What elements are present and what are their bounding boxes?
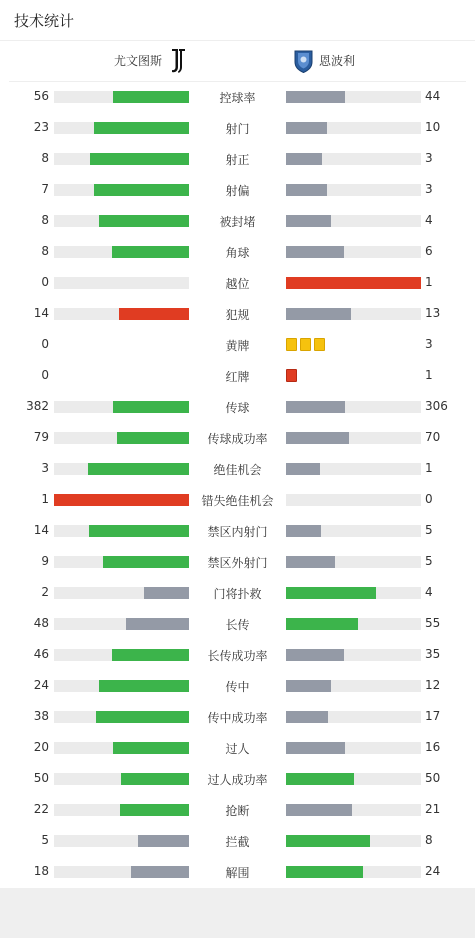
away-bar-track <box>286 463 421 475</box>
home-bar-track <box>54 246 189 258</box>
away-stat-value: 55 <box>425 616 441 630</box>
home-stat-value: 5 <box>41 833 49 847</box>
stat-row <box>0 81 475 112</box>
home-bar-fill <box>54 494 189 506</box>
stat-label: 射偏 <box>225 184 250 198</box>
home-bar-fill <box>99 215 189 227</box>
home-bar-fill <box>88 463 189 475</box>
away-stat-value: 17 <box>425 709 441 723</box>
stat-row <box>0 670 475 701</box>
stat-row <box>0 267 475 298</box>
away-bar-fill <box>286 556 335 568</box>
home-bar-track <box>54 122 189 134</box>
stat-label: 黄牌 <box>225 339 250 353</box>
away-bar-fill <box>286 680 331 692</box>
home-stat-value: 22 <box>33 802 49 816</box>
home-stat-value: 56 <box>33 89 49 103</box>
home-bar-track <box>54 835 189 847</box>
home-bar-fill <box>144 587 189 599</box>
away-stat-value: 5 <box>425 554 433 568</box>
home-stat-value: 48 <box>33 616 49 630</box>
away-bar-fill <box>286 804 352 816</box>
home-stat-value: 20 <box>33 740 49 754</box>
red-card-icon <box>286 369 297 382</box>
away-bar-track <box>286 494 421 506</box>
away-bar-fill <box>286 215 331 227</box>
home-bar-fill <box>121 773 189 785</box>
away-stat-value: 6 <box>425 244 433 258</box>
away-bar-track <box>286 835 421 847</box>
stat-row <box>0 391 475 422</box>
home-stat-value: 2 <box>41 585 49 599</box>
away-bar-fill <box>286 835 370 847</box>
empoli-logo-icon[interactable] <box>294 49 313 73</box>
yellow-card-icon <box>300 338 311 351</box>
stat-row <box>0 608 475 639</box>
away-bar-track <box>286 804 421 816</box>
away-stat-value: 5 <box>425 523 433 537</box>
stat-label: 传球 <box>225 401 250 415</box>
away-bar-track <box>286 587 421 599</box>
away-cards <box>286 369 300 382</box>
stat-label: 过人 <box>225 742 250 756</box>
home-stat-value: 8 <box>41 151 49 165</box>
home-stat-value: 50 <box>33 771 49 785</box>
home-stat-value: 24 <box>33 678 49 692</box>
stat-label: 抢断 <box>225 804 250 818</box>
home-bar-track <box>54 773 189 785</box>
home-bar-track <box>54 308 189 320</box>
home-bar-track <box>54 401 189 413</box>
away-bar-fill <box>286 463 320 475</box>
away-bar-track <box>286 711 421 723</box>
away-bar-fill <box>286 184 327 196</box>
away-bar-fill <box>286 246 344 258</box>
home-bar-fill <box>138 835 189 847</box>
home-stat-value: 14 <box>33 306 49 320</box>
home-stat-value: 46 <box>33 647 49 661</box>
stat-label: 被封堵 <box>219 215 256 229</box>
stat-row <box>0 732 475 763</box>
home-bar-fill <box>89 525 189 537</box>
away-cards <box>286 338 328 351</box>
home-bar-fill <box>117 432 189 444</box>
home-bar-track <box>54 649 189 661</box>
stat-row <box>0 484 475 515</box>
home-bar-track <box>54 680 189 692</box>
home-bar-fill <box>112 246 189 258</box>
away-bar-fill <box>286 122 327 134</box>
away-stat-value: 50 <box>425 771 441 785</box>
away-stat-value: 12 <box>425 678 441 692</box>
home-bar-fill <box>112 649 189 661</box>
away-stat-value: 16 <box>425 740 441 754</box>
home-bar-fill <box>96 711 189 723</box>
away-bar-track <box>286 308 421 320</box>
juventus-logo-icon[interactable] <box>169 48 187 74</box>
away-bar-track <box>286 742 421 754</box>
away-stat-value: 8 <box>425 833 433 847</box>
away-bar-track <box>286 153 421 165</box>
stat-label: 传中成功率 <box>207 711 268 725</box>
home-bar-fill <box>99 680 189 692</box>
stat-label: 错失绝佳机会 <box>201 494 274 508</box>
home-bar-track <box>54 277 189 289</box>
home-bar-fill <box>113 401 189 413</box>
stat-label: 射门 <box>225 122 250 136</box>
away-bar-fill <box>286 525 321 537</box>
away-team-name[interactable]: 恩波利 <box>319 54 356 68</box>
away-stat-value: 35 <box>425 647 441 661</box>
stat-row <box>0 329 475 360</box>
stat-row <box>0 360 475 391</box>
away-bar-track <box>286 215 421 227</box>
home-stat-value: 3 <box>41 461 49 475</box>
stat-label: 红牌 <box>225 370 250 384</box>
home-bar-fill <box>90 153 189 165</box>
away-bar-track <box>286 680 421 692</box>
stat-label: 传球成功率 <box>207 432 268 446</box>
stat-row <box>0 422 475 453</box>
stat-row <box>0 856 475 887</box>
stat-row <box>0 453 475 484</box>
stat-row <box>0 546 475 577</box>
home-stat-value: 0 <box>41 368 49 382</box>
home-stat-value: 8 <box>41 244 49 258</box>
home-stat-value: 23 <box>33 120 49 134</box>
away-bar-fill <box>286 773 354 785</box>
away-stat-value: 3 <box>425 151 433 165</box>
stat-row <box>0 825 475 856</box>
home-bar-track <box>54 494 189 506</box>
away-bar-track <box>286 184 421 196</box>
away-bar-fill <box>286 618 358 630</box>
away-bar-fill <box>286 432 349 444</box>
home-stat-value: 8 <box>41 213 49 227</box>
stat-label: 长传 <box>225 618 250 632</box>
home-bar-track <box>54 618 189 630</box>
stat-row <box>0 112 475 143</box>
stat-label: 犯规 <box>225 308 250 322</box>
home-bar-track <box>54 91 189 103</box>
stat-label: 禁区内射门 <box>207 525 268 539</box>
away-bar-track <box>286 432 421 444</box>
home-bar-track <box>54 525 189 537</box>
title-divider <box>0 40 475 41</box>
stat-row <box>0 577 475 608</box>
stat-label: 角球 <box>225 246 250 260</box>
away-bar-fill <box>286 308 351 320</box>
away-stat-value: 44 <box>425 89 441 103</box>
stat-label: 越位 <box>225 277 250 291</box>
away-bar-track <box>286 556 421 568</box>
home-bar-track <box>54 556 189 568</box>
away-stat-value: 3 <box>425 182 433 196</box>
away-bar-fill <box>286 742 345 754</box>
yellow-card-icon <box>286 338 297 351</box>
stat-label: 门将扑救 <box>213 587 262 601</box>
home-stat-value: 1 <box>41 492 49 506</box>
stat-label: 过人成功率 <box>207 773 268 787</box>
stat-label: 禁区外射门 <box>207 556 268 570</box>
stat-row <box>0 143 475 174</box>
home-bar-track <box>54 463 189 475</box>
away-stat-value: 4 <box>425 213 433 227</box>
away-stat-value: 70 <box>425 430 441 444</box>
away-stat-value: 10 <box>425 120 441 134</box>
home-bar-fill <box>113 742 189 754</box>
away-bar-track <box>286 401 421 413</box>
home-bar-fill <box>126 618 189 630</box>
away-stat-value: 4 <box>425 585 433 599</box>
home-bar-track <box>54 804 189 816</box>
away-bar-track <box>286 277 421 289</box>
home-stat-value: 9 <box>41 554 49 568</box>
home-bar-track <box>54 432 189 444</box>
page-title: 技术统计 <box>14 12 75 30</box>
stat-row <box>0 639 475 670</box>
home-bar-track <box>54 153 189 165</box>
stat-label: 控球率 <box>219 91 256 105</box>
home-bar-fill <box>119 308 189 320</box>
yellow-card-icon <box>314 338 325 351</box>
stat-label: 拦截 <box>225 835 250 849</box>
stat-row <box>0 298 475 329</box>
home-stat-value: 382 <box>26 399 49 413</box>
away-bar-fill <box>286 277 421 289</box>
away-bar-track <box>286 649 421 661</box>
stat-label: 解围 <box>225 866 250 880</box>
away-stat-value: 24 <box>425 864 441 878</box>
home-bar-fill <box>94 122 189 134</box>
stat-row <box>0 701 475 732</box>
home-stat-value: 0 <box>41 275 49 289</box>
home-stat-value: 18 <box>33 864 49 878</box>
away-bar-track <box>286 122 421 134</box>
stat-row <box>0 174 475 205</box>
stat-row <box>0 763 475 794</box>
home-bar-track <box>54 866 189 878</box>
away-bar-fill <box>286 587 376 599</box>
home-stat-value: 79 <box>33 430 49 444</box>
away-stat-value: 1 <box>425 275 433 289</box>
home-bar-fill <box>94 184 189 196</box>
home-stat-value: 7 <box>41 182 49 196</box>
away-stat-value: 1 <box>425 368 433 382</box>
home-bar-fill <box>103 556 189 568</box>
home-bar-track <box>54 742 189 754</box>
away-bar-fill <box>286 153 322 165</box>
home-stat-value: 14 <box>33 523 49 537</box>
stat-row <box>0 515 475 546</box>
away-bar-track <box>286 246 421 258</box>
away-bar-track <box>286 618 421 630</box>
stat-label: 射正 <box>225 153 250 167</box>
home-bar-fill <box>131 866 189 878</box>
away-bar-fill <box>286 401 345 413</box>
stat-label: 绝佳机会 <box>213 463 262 477</box>
home-bar-track <box>54 711 189 723</box>
home-bar-fill <box>113 91 189 103</box>
stat-row <box>0 794 475 825</box>
away-bar-fill <box>286 866 363 878</box>
away-stat-value: 1 <box>425 461 433 475</box>
stat-row <box>0 205 475 236</box>
away-bar-fill <box>286 711 328 723</box>
away-stat-value: 13 <box>425 306 441 320</box>
home-stat-value: 0 <box>41 337 49 351</box>
away-bar-fill <box>286 91 345 103</box>
away-stat-value: 3 <box>425 337 433 351</box>
teams-header <box>0 44 475 78</box>
away-bar-track <box>286 773 421 785</box>
home-team-name[interactable]: 尤文图斯 <box>113 54 162 68</box>
away-bar-track <box>286 91 421 103</box>
away-stat-value: 306 <box>425 399 448 413</box>
away-bar-fill <box>286 649 344 661</box>
home-bar-fill <box>120 804 189 816</box>
home-bar-track <box>54 184 189 196</box>
away-stat-value: 21 <box>425 802 441 816</box>
stat-label: 长传成功率 <box>207 649 268 663</box>
away-bar-track <box>286 866 421 878</box>
away-bar-track <box>286 525 421 537</box>
stat-label: 传中 <box>225 680 250 694</box>
away-stat-value: 0 <box>425 492 433 506</box>
stat-row <box>0 236 475 267</box>
stats-list <box>0 81 475 887</box>
home-bar-track <box>54 215 189 227</box>
home-bar-track <box>54 587 189 599</box>
home-stat-value: 38 <box>33 709 49 723</box>
